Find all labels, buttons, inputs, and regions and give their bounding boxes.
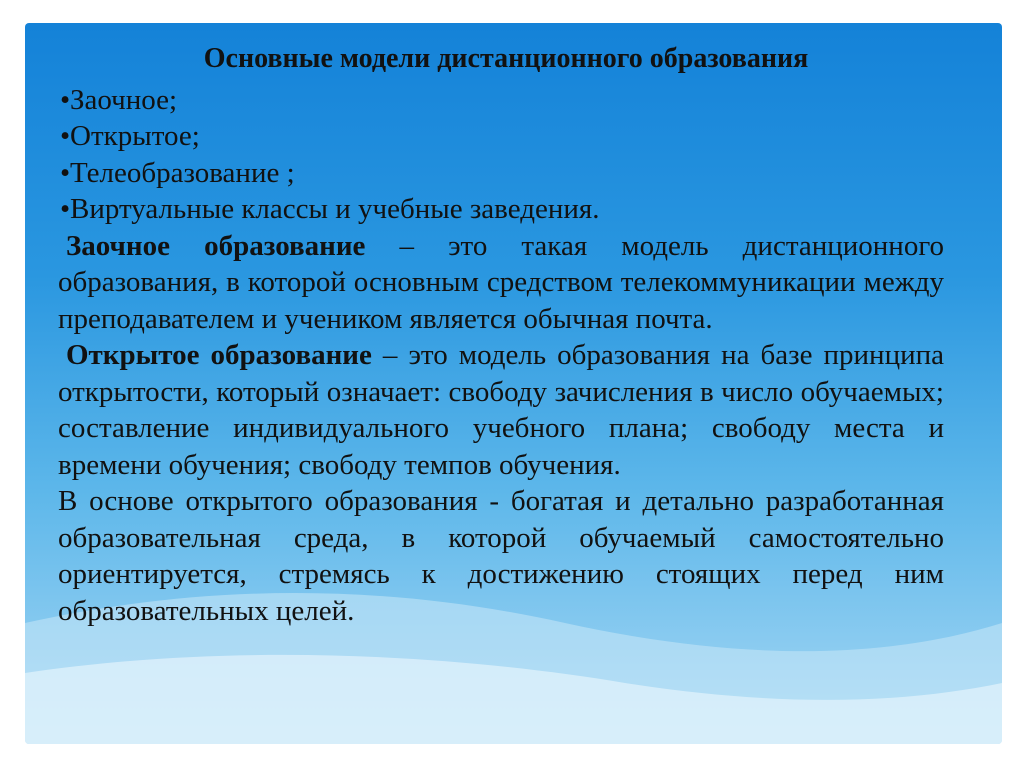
bullet-dot: • bbox=[60, 120, 71, 152]
bullet-item: •Телеобразование ; bbox=[58, 155, 944, 192]
term-zaochnoe: Заочное образование bbox=[66, 229, 366, 262]
slide-title: Основные модели дистанционного образования bbox=[203, 43, 809, 74]
paragraph-otkrytoe: Открытое образование – это модель образования на базе принципа открытости, который означает: свободу зачисления в число обучаемых; составление индивидуального учебного плана; свободу места и времени обучения; свободу темпов обучения. bbox=[58, 339, 944, 481]
bullet-item: •Заочное; bbox=[58, 82, 944, 119]
slide-content bbox=[58, 41, 944, 629]
bullet-dot: • bbox=[60, 156, 71, 189]
bullet-item: •Открытое; bbox=[58, 118, 944, 155]
bullet-item: •Виртуальные классы и учебные заведения. bbox=[58, 191, 944, 228]
term-otkrytoe: Открытое образование bbox=[66, 339, 372, 371]
paragraph-osnova: В основе открытого образования - богатая и детально разработанная образовательная среда, в которой обучаемый самостоятельно ориентируется, стремясь к достижению стоящих перед ним образовательных целей. bbox=[58, 485, 944, 627]
bullet-dot: • bbox=[60, 83, 71, 116]
bullet-dot: • bbox=[60, 193, 71, 225]
paragraph-zaochnoe: Заочное образование – это такая модель дистанционного образования, в которой основным средством телекоммуникации между преподавателем и учеником является обычная почта. bbox=[58, 229, 944, 335]
